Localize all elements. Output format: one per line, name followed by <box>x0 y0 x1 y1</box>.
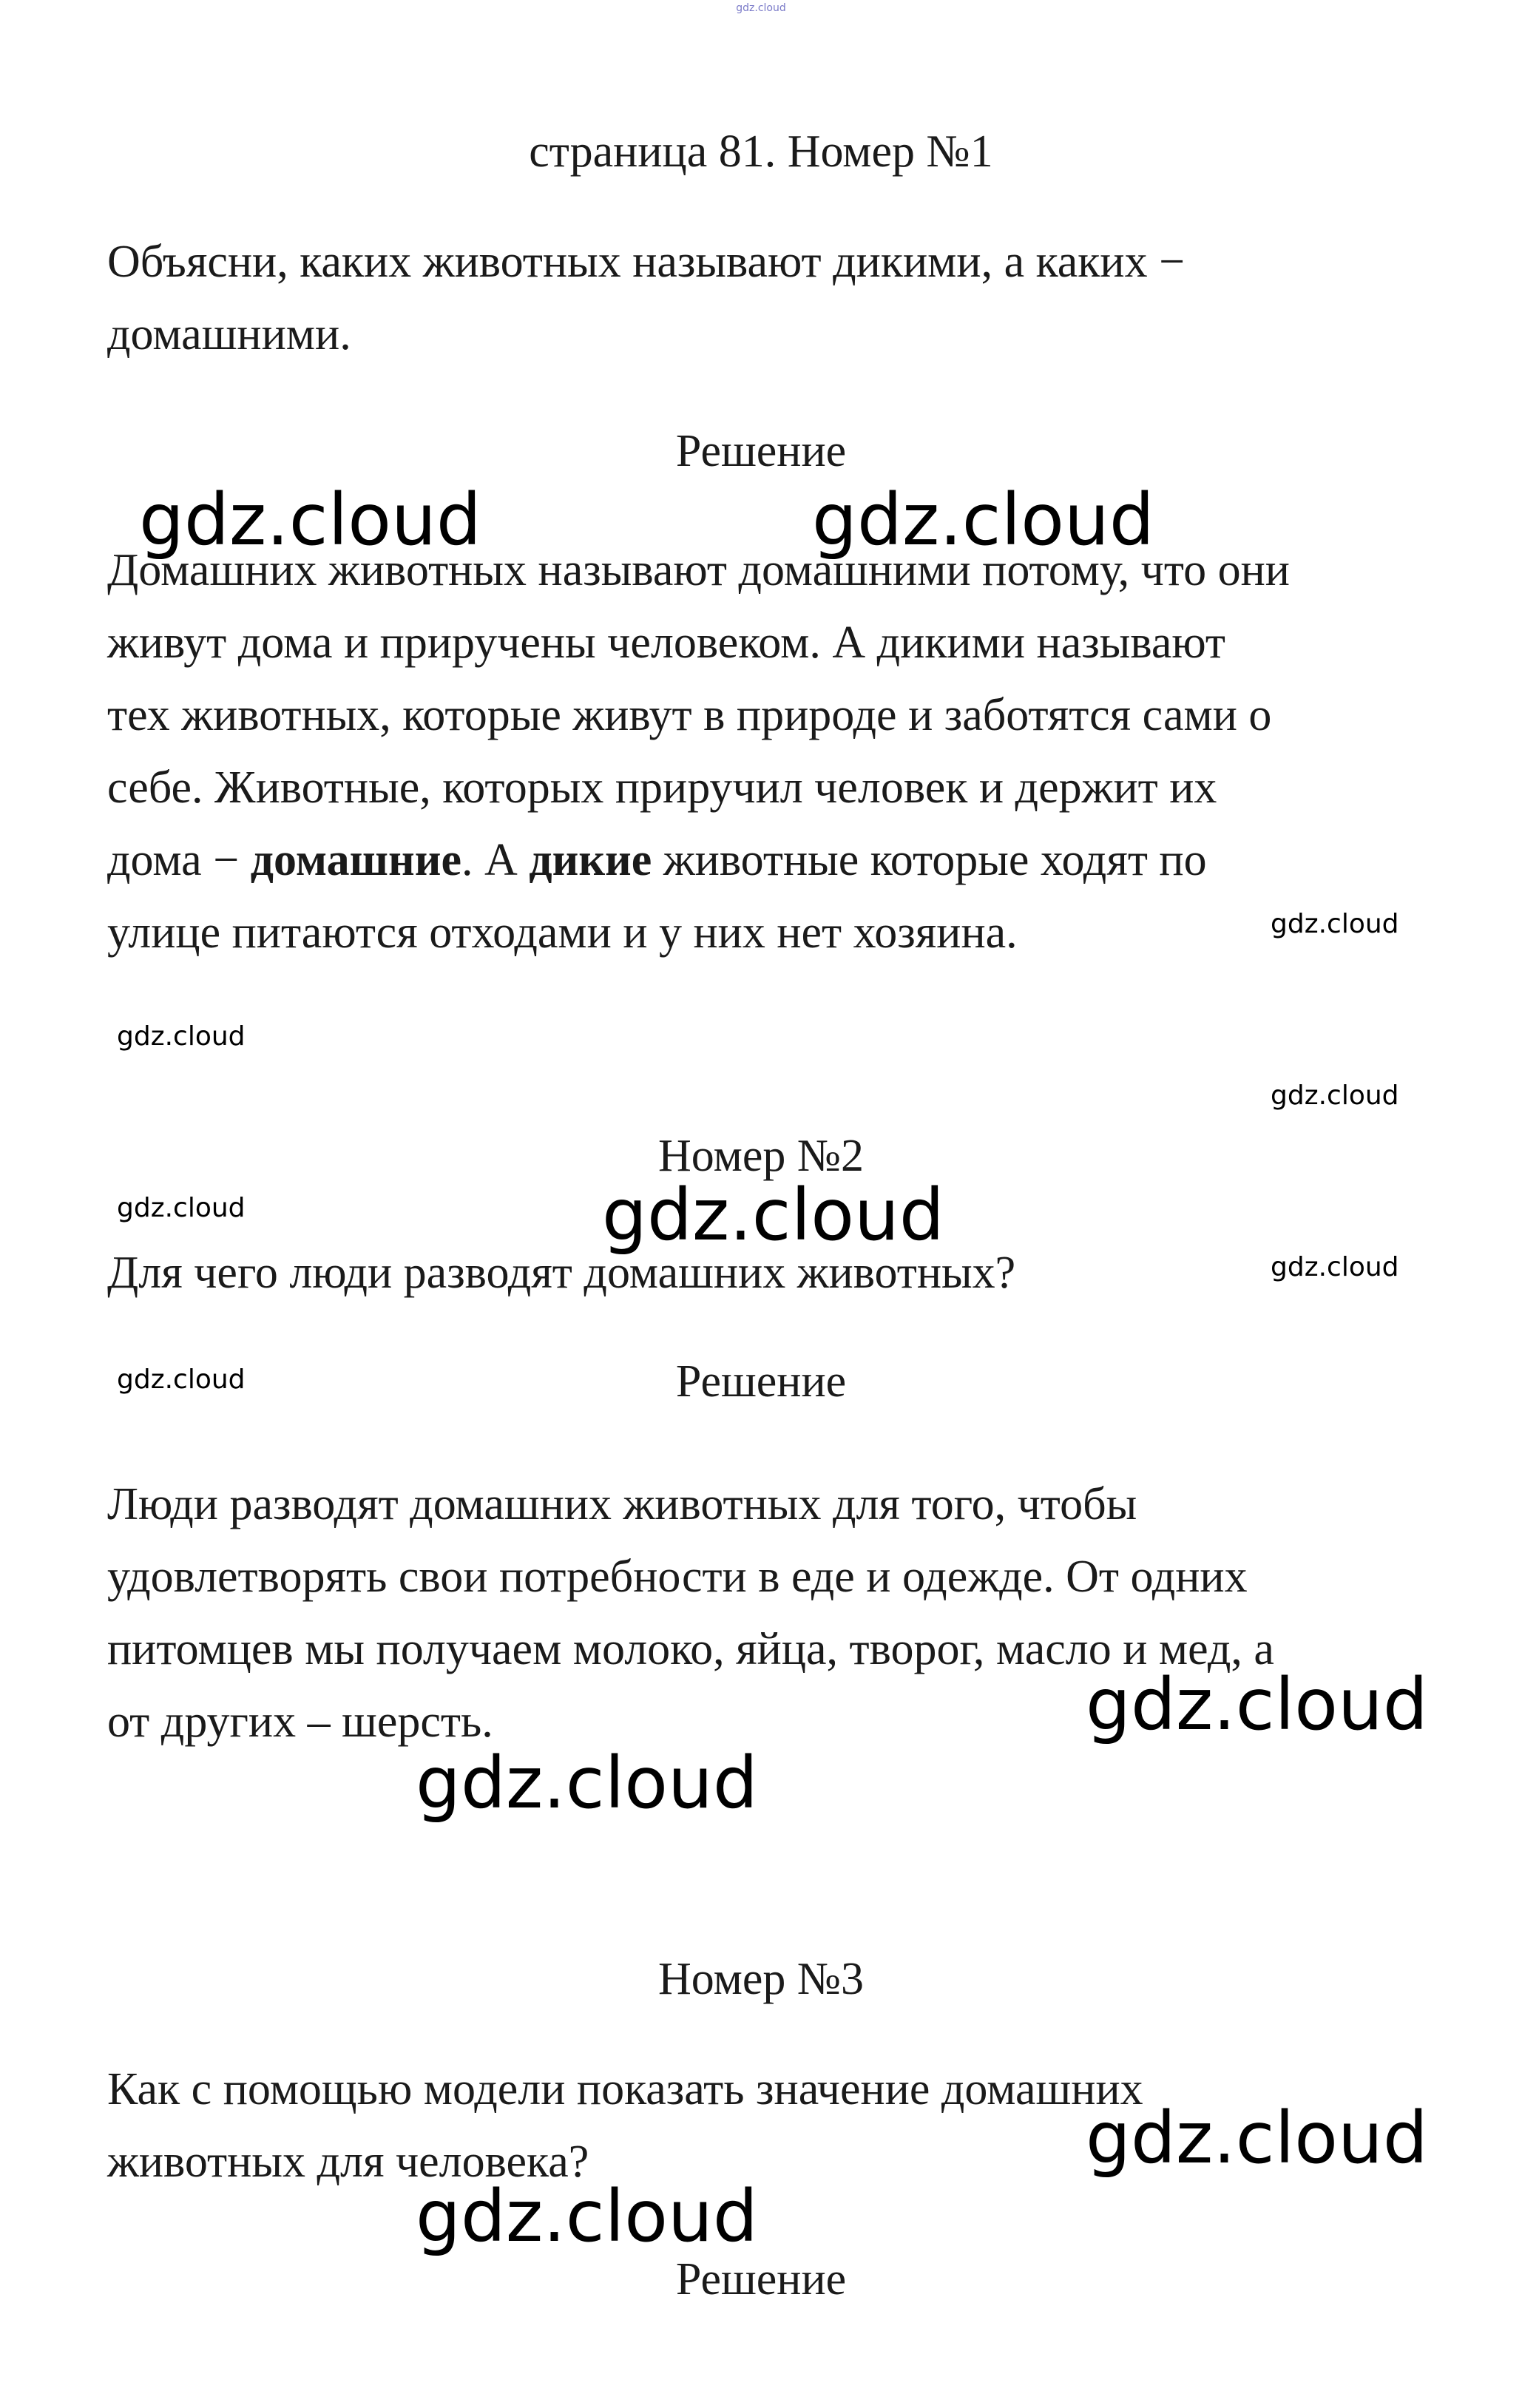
watermark: gdz.cloud <box>812 478 1154 561</box>
watermark: gdz.cloud <box>1271 1080 1399 1111</box>
task1-solution-heading: Решение <box>675 426 847 476</box>
task1-answer-line: Домашних животных называют домашними потому, что они <box>107 545 1290 595</box>
term-domestic: домашние <box>250 835 461 885</box>
watermark: gdz.cloud <box>1086 2097 1428 2179</box>
task1-answer-line: тех животных, которые живут в природе и заботятся сами о <box>107 690 1272 740</box>
task3-question-line: Как с помощью модели показать значение домашних <box>107 2064 1143 2114</box>
task2-answer-line: удовлетворять свои потребности в еде и одежде. От одних <box>107 1552 1248 1602</box>
text-fragment: . А <box>461 835 530 885</box>
watermark: gdz.cloud <box>416 2175 758 2258</box>
watermark: gdz.cloud <box>1086 1663 1428 1746</box>
text-fragment: дома − <box>107 835 251 885</box>
watermark: gdz.cloud <box>416 1742 758 1824</box>
watermark: gdz.cloud <box>117 1193 246 1223</box>
task2-solution-heading: Решение <box>675 1356 847 1407</box>
task1-answer <box>107 534 1409 969</box>
watermark: gdz.cloud <box>117 1364 246 1395</box>
watermark: gdz.cloud <box>117 1021 246 1052</box>
task2-answer-line: от других – шерсть. <box>107 1697 493 1747</box>
task1-question <box>107 226 1409 371</box>
task2-answer-line: Люди разводят домашних животных для того, чтобы <box>107 1479 1137 1529</box>
task1-question-line: Объясни, каких животных называют дикими, а каких − <box>107 237 1186 287</box>
watermark: gdz.cloud <box>139 478 481 561</box>
task1-answer-line: живут дома и приручены человеком. А дикими называют <box>107 618 1225 668</box>
task3-solution-heading: Решение <box>675 2254 847 2304</box>
task2-answer-line: питомцев мы получаем молоко, яйца, творог, масло и мед, а <box>107 1624 1274 1674</box>
watermark: gdz.cloud <box>1271 1252 1399 1282</box>
task2-question-line: Для чего люди разводят домашних животных? <box>107 1248 1016 1298</box>
task1-question-line: домашними. <box>107 309 351 359</box>
page-title: страница 81. Номер №1 <box>529 126 993 177</box>
task3-heading: Номер №3 <box>657 1954 864 2004</box>
watermark: gdz.cloud <box>602 1174 944 1257</box>
term-wild: дикие <box>529 835 652 885</box>
task3-question-line: животных для человека? <box>107 2137 589 2187</box>
task1-answer-line: себе. Животные, которых приручил человек и держит их <box>107 762 1217 813</box>
task1-answer-line: улице питаются отходами и у них нет хозяина. <box>107 907 1018 958</box>
watermark: gdz.cloud <box>1271 909 1399 939</box>
task1-answer-line-bold-terms <box>107 824 1409 896</box>
task2-heading: Номер №2 <box>657 1131 864 1181</box>
text-fragment: животные которые ходят по <box>652 835 1207 885</box>
top-watermark: gdz.cloud <box>736 2 786 14</box>
